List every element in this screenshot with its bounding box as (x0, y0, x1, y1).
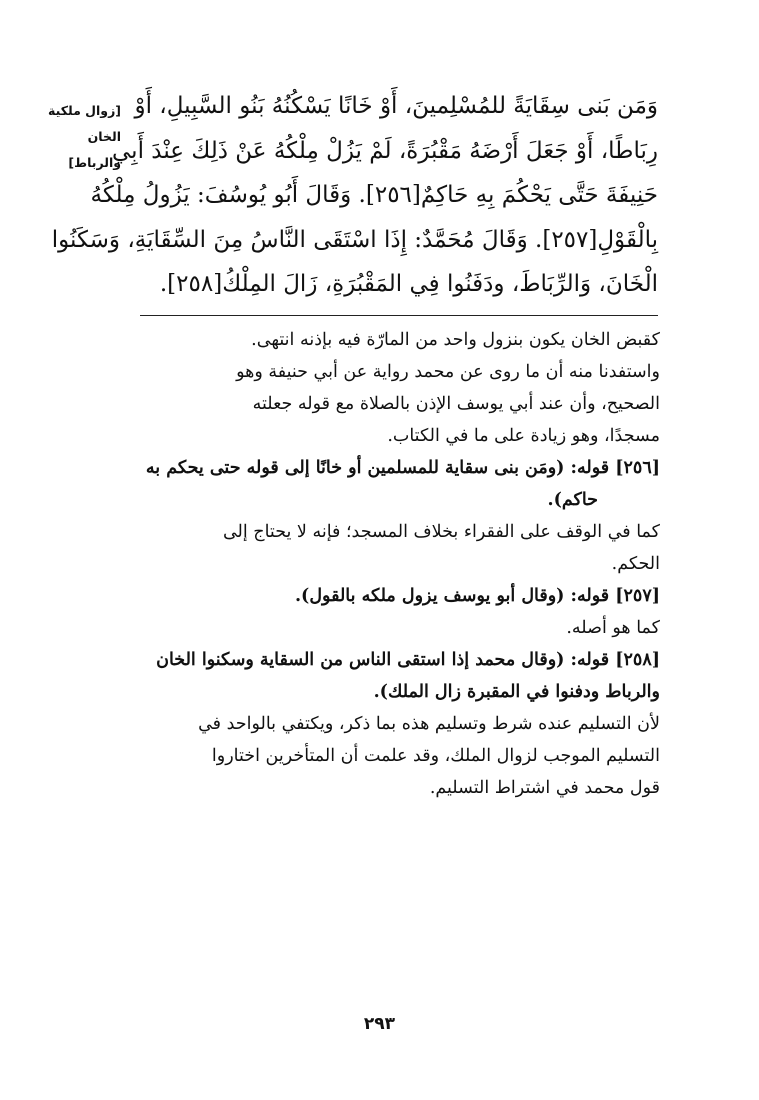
footnote-258-heading: والرباط ودفنوا في المقبرة زال الملك). (373, 682, 660, 702)
footnote-257-text: كما هو أصله. (566, 618, 660, 638)
footnote-256-text: كما في الوقف على الفقراء بخلاف المسجد؛ فإنه لا يحتاج إلى (222, 522, 660, 542)
margin-heading-line: [زوال ملكية (48, 103, 121, 118)
footnote-line: الصحيح، وأن عند أبي يوسف الإذن بالصلاة مع قوله جعلته (252, 394, 660, 414)
footnote-258-text: التسليم الموجب لزوال الملك، وقد علمت أن المتأخرين اختاروا (211, 746, 660, 766)
footnote-256-heading: [٢٥٦] قوله: (ومَن بنى سقاية للمسلمين أو خانًا إلى قوله حتى يحكم به (145, 458, 660, 478)
main-text-line: وَمَن بَنى سِقَايَةً للمُسْلِمينَ، أَوْ خَانًا يَسْكُنُهُ بَنُو السَّبِيلِ، أَوْ (134, 93, 658, 119)
main-text-line: بِالْقَوْلِ[٢٥٧]. وَقَالَ مُحَمَّدٌ: إِذَا اسْتَقَى النَّاسُ مِنَ السِّقَايَةِ، وَسَكَنُوا (51, 226, 658, 253)
footnote-line: مسجدًا، وهو زيادة على ما في الكتاب. (387, 426, 660, 446)
footnote-line: كقبض الخان يكون بنزول واحد من المارّة فيه بإذنه انتهى. (251, 330, 660, 350)
footnotes (138, 324, 660, 804)
footnote-258-text: قول محمد في اشتراط التسليم. (429, 778, 660, 798)
page-number: ٢٩٣ (363, 1014, 396, 1034)
margin-heading (39, 98, 121, 176)
footnote-258-heading: [٢٥٨] قوله: (وقال محمد إذا استقى الناس من السقاية وسكنوا الخان (156, 650, 660, 670)
footnote-257-heading: [٢٥٧] قوله: (وقال أبو يوسف يزول ملكه بالقول). (294, 586, 660, 606)
main-text-line: حَنِيفَةَ حَتَّى يَحْكُمَ بِهِ حَاكِمٌ[٢٥٦]. وَقَالَ أَبُو يُوسُفَ: يَزُولُ مِلْكُهُ (90, 182, 658, 208)
footnote-divider (140, 315, 658, 316)
footnote-256-text: الحكم. (611, 554, 660, 574)
footnote-line: واستفدنا منه أن ما روى عن محمد رواية عن أبي حنيفة وهو (236, 362, 660, 382)
main-text-line: رِبَاطًا، أَوْ جَعَلَ أَرْضَهُ مَقْبُرَةً، لَمْ يَزُلْ مِلْكُهُ عَنْ ذَلِكَ عِنْدَ أَبِي (112, 137, 658, 164)
margin-heading-line: الخان والرباط] (68, 129, 121, 170)
footnote-256-heading: حاكم). (547, 490, 598, 510)
footnote-258-text: لأن التسليم عنده شرط وتسليم هذه بما ذكر، ويكتفي بالواحد في (198, 714, 660, 734)
main-text-line: الْخَانَ، وَالرِّبَاطَ، ودَفَنُوا فِي المَقْبُرَةِ، زَالَ المِلْكُ[٢٥٨]. (159, 271, 658, 297)
